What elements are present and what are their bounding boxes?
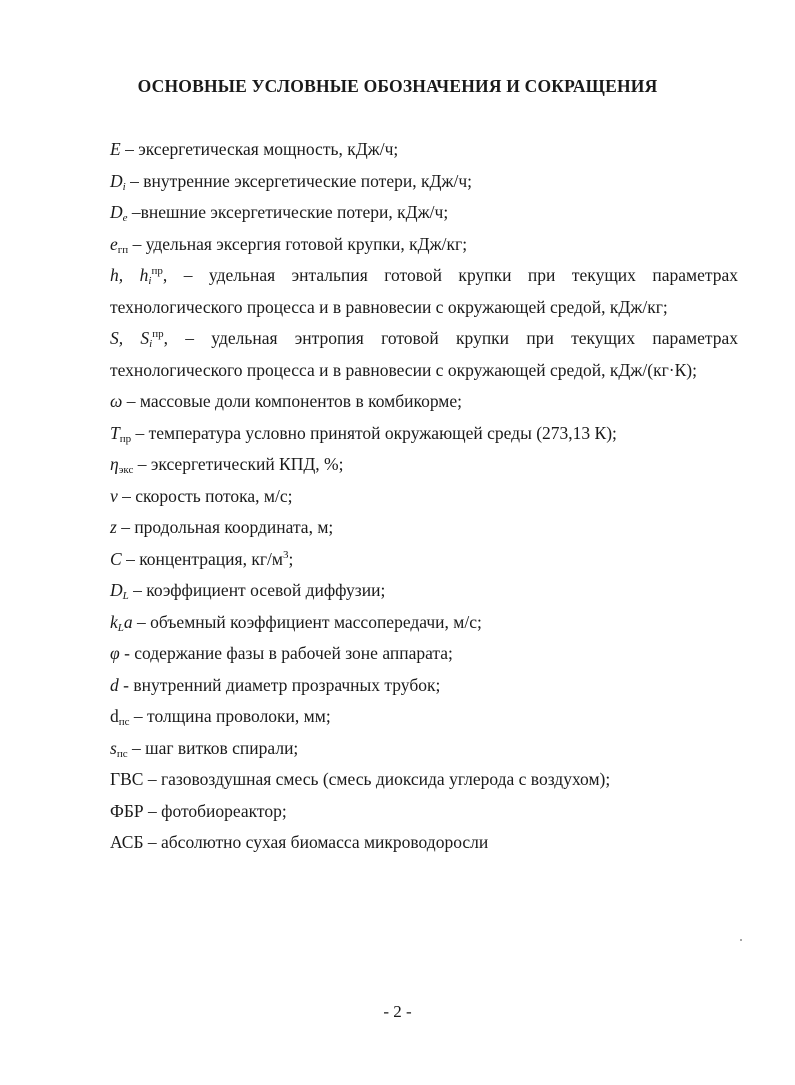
notation-entry-e bbox=[110, 134, 738, 166]
description-tail: ; bbox=[288, 548, 294, 569]
subscript: пр bbox=[119, 432, 132, 445]
symbol: ω bbox=[110, 391, 123, 411]
description: – эксергетическая мощность, кДж/ч; bbox=[120, 139, 399, 159]
subscript: экс bbox=[118, 464, 134, 476]
abbreviation: ФБР bbox=[110, 800, 144, 821]
symbol: z bbox=[110, 517, 117, 537]
description: – температура условно принятой окружающей среды (273,13 К); bbox=[131, 422, 617, 443]
description: - содержание фазы в рабочей зоне аппарата; bbox=[119, 643, 453, 663]
subscript: i bbox=[148, 275, 152, 287]
description: – продольная координата, м; bbox=[116, 517, 334, 537]
subscript: e bbox=[122, 212, 128, 224]
description: – фотобиореактор; bbox=[143, 800, 287, 821]
description: - внутренний диаметр прозрачных трубок; bbox=[118, 674, 441, 695]
description: , – удельная энтропия готовой крупки при текущих параметрах технологического процесса и в равновесии с окружающей средой, кДж/(кг·К); bbox=[110, 328, 738, 380]
description: – удельная эксергия готовой крупки, кДж/кг; bbox=[128, 233, 468, 254]
notation-entry-z bbox=[110, 512, 738, 544]
notation-entry-s bbox=[110, 323, 738, 386]
symbol: s bbox=[110, 737, 117, 758]
symbol: v bbox=[110, 485, 118, 506]
notation-entry-dl bbox=[110, 575, 738, 607]
subscript: пс bbox=[118, 716, 130, 728]
symbol: k bbox=[110, 611, 118, 632]
symbol: D bbox=[110, 580, 123, 600]
symbol: C bbox=[110, 548, 122, 569]
notation-entry-kla bbox=[110, 607, 738, 639]
symbol: d bbox=[110, 706, 119, 726]
subscript: L bbox=[117, 621, 124, 634]
notation-entry-dps bbox=[110, 701, 738, 733]
symbol: D bbox=[110, 202, 123, 222]
notation-entry-phi bbox=[110, 638, 738, 670]
symbol: E bbox=[110, 139, 121, 159]
scan-speck bbox=[740, 939, 742, 941]
notation-entry-h bbox=[110, 260, 738, 323]
symbol-tail: a bbox=[123, 611, 133, 632]
description: – скорость потока, м/с; bbox=[117, 485, 293, 506]
notation-list bbox=[110, 134, 738, 859]
description: – шаг витков спирали; bbox=[127, 737, 299, 758]
notation-entry-de bbox=[110, 197, 738, 229]
description: – объемный коэффициент массопередачи, м/с; bbox=[132, 611, 482, 632]
notation-entry-tpr bbox=[110, 418, 738, 450]
description: , – удельная энтальпия готовой крупки при текущих параметрах технологического процесса и в равновесии с окружающей средой, кДж/кг; bbox=[110, 265, 739, 317]
symbol: D bbox=[110, 170, 123, 191]
page-number: - 2 - bbox=[383, 1002, 412, 1021]
description: – абсолютно сухая биомасса микроводоросли bbox=[143, 832, 489, 852]
subscript: пс bbox=[116, 747, 128, 760]
symbol: e bbox=[110, 233, 118, 254]
notation-entry-eta bbox=[110, 449, 738, 481]
subscript: гп bbox=[117, 243, 129, 256]
symbol: d bbox=[110, 674, 119, 695]
description: – эксергетический КПД, %; bbox=[133, 454, 344, 474]
symbol: φ bbox=[110, 643, 120, 663]
description: – внутренние эксергетические потери, кДж/ч; bbox=[125, 170, 473, 191]
abbreviation: ГВС bbox=[110, 769, 144, 789]
abbreviation-entry-fbr bbox=[110, 796, 738, 828]
description: – газовоздушная смесь (смесь диоксида углерода с воздухом); bbox=[143, 769, 611, 789]
symbol: S, S bbox=[110, 328, 150, 348]
notation-entry-egp bbox=[110, 229, 738, 261]
notation-entry-c bbox=[110, 544, 738, 576]
notation-entry-sps bbox=[110, 733, 738, 765]
superscript: 3 bbox=[282, 548, 289, 561]
subscript: i bbox=[149, 338, 153, 350]
notation-entry-omega bbox=[110, 386, 738, 418]
description: – концентрация, кг/м bbox=[121, 548, 283, 569]
notation-entry-di bbox=[110, 166, 738, 198]
description: – коэффициент осевой диффузии; bbox=[128, 580, 386, 600]
symbol: T bbox=[110, 422, 120, 443]
description: – толщина проволоки, мм; bbox=[129, 706, 331, 726]
notation-entry-v bbox=[110, 481, 738, 513]
description: – массовые доли компонентов в комбикорме; bbox=[122, 391, 463, 411]
subscript: L bbox=[122, 590, 129, 602]
abbreviation: АСБ bbox=[110, 832, 144, 852]
superscript: пр bbox=[152, 328, 164, 340]
abbreviation-entry-gvs bbox=[110, 764, 738, 796]
subscript: i bbox=[122, 180, 126, 193]
superscript: пр bbox=[151, 265, 163, 277]
abbreviation-entry-asb bbox=[110, 827, 738, 859]
page-title: ОСНОВНЫЕ УСЛОВНЫЕ ОБОЗНАЧЕНИЯ И СОКРАЩЕНИЯ bbox=[137, 76, 658, 96]
notation-entry-d bbox=[110, 670, 738, 702]
description: –внешние эксергетические потери, кДж/ч; bbox=[127, 202, 449, 222]
symbol: η bbox=[110, 454, 119, 474]
symbol: h, h bbox=[110, 265, 149, 285]
